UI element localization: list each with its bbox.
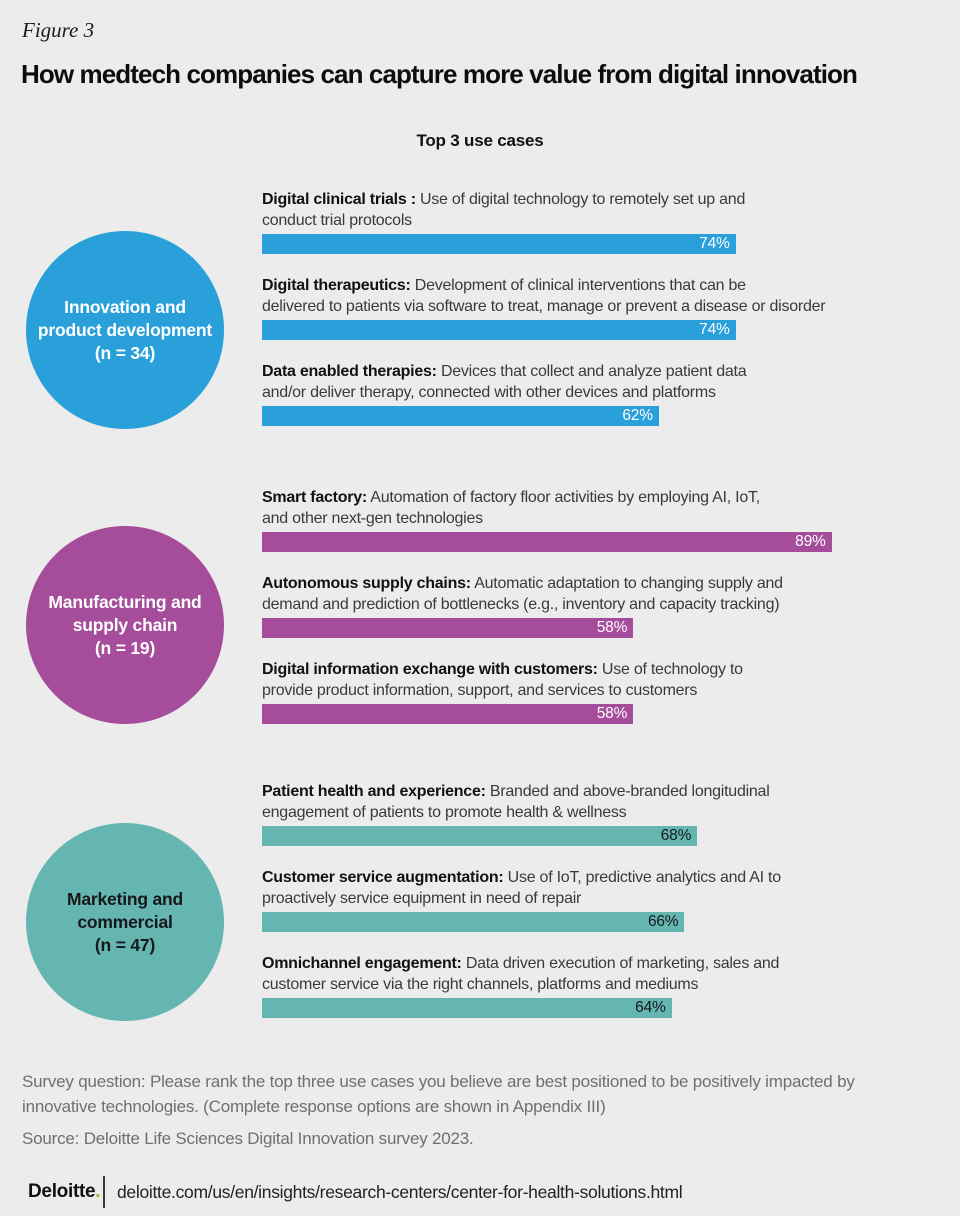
bar-item — [262, 362, 952, 426]
use-case-name: Digital information exchange with customers: — [262, 661, 598, 678]
bar — [262, 234, 736, 254]
circle-n-count: (n = 47) — [94, 934, 156, 955]
bar-track — [262, 234, 902, 254]
page-title: How medtech companies can capture more value from digital innovation — [21, 59, 857, 89]
bar-value-label: 58% — [596, 619, 628, 636]
bar-track — [262, 912, 902, 932]
use-case-description: conduct trial protocols — [262, 211, 412, 229]
use-case-text — [262, 362, 952, 403]
bar-value-label: 74% — [699, 321, 730, 338]
bar-list — [262, 190, 952, 448]
bar-value-label: 58% — [596, 705, 628, 722]
use-case-description: proactively service equipment in need of repair — [262, 889, 582, 907]
use-case-text — [262, 782, 952, 823]
circle-label: Marketing and commercial — [66, 888, 184, 932]
use-case-description: Use of technology to — [601, 661, 743, 678]
use-case-description: customer service via the right channels, platforms and mediums — [262, 975, 699, 993]
use-case-text — [262, 276, 952, 317]
bar — [262, 618, 633, 638]
bar-value-label: 89% — [795, 533, 826, 550]
bar-value-label: 62% — [622, 407, 653, 424]
use-case-description: Use of digital technology to remotely set up and — [420, 191, 746, 208]
use-case-description: delivered to patients via software to treat, manage or prevent a disease or disorder — [262, 297, 826, 315]
use-case-name: Autonomous supply chains: — [262, 575, 471, 592]
logo-green-dot: . — [95, 1181, 101, 1202]
use-case-name: Customer service augmentation: — [262, 869, 504, 886]
bar-track — [262, 998, 902, 1018]
bar-item — [262, 954, 952, 1018]
chart-subtitle: Top 3 use cases — [416, 131, 544, 150]
bar — [262, 912, 684, 932]
bar-item — [262, 488, 952, 552]
circle-innovation — [26, 231, 224, 429]
footer-url: deloitte.com/us/en/insights/research-centers/center-for-health-solutions.html — [117, 1182, 683, 1202]
bar-track — [262, 532, 902, 552]
use-case-text — [262, 954, 952, 995]
use-case-name: Omnichannel engagement: — [262, 955, 462, 972]
bar-track — [262, 826, 902, 846]
use-case-text — [262, 574, 952, 615]
bar — [262, 826, 697, 846]
bar — [262, 406, 659, 426]
circle-label: Manufacturing and supply chain — [48, 591, 202, 635]
use-case-name: Patient health and experience: — [262, 783, 486, 800]
bar — [262, 704, 633, 724]
use-case-description: and other next-gen technologies — [262, 509, 483, 527]
survey-question-note: Survey question: Please rank the top three use cases you believe are best positioned to be positively impacted by innovative technologies. (Complete response options are shown in Appendix III) — [22, 1072, 855, 1116]
use-case-description: Use of IoT, predictive analytics and AI to — [507, 869, 781, 886]
use-case-description: demand and prediction of bottlenecks (e.g., inventory and capacity tracking) — [262, 595, 780, 613]
bar-item — [262, 276, 952, 340]
circle-marketing — [26, 823, 224, 1021]
use-case-text — [262, 488, 952, 529]
footer-divider — [103, 1176, 105, 1208]
bar — [262, 320, 736, 340]
bar-track — [262, 406, 902, 426]
use-case-description: and/or deliver therapy, connected with other devices and platforms — [262, 383, 716, 401]
use-case-description: Devices that collect and analyze patient data — [440, 363, 747, 380]
bar-track — [262, 704, 902, 724]
bar-list — [262, 488, 952, 746]
use-case-name: Data enabled therapies: — [262, 363, 437, 380]
use-case-text — [262, 868, 952, 909]
bar-value-label: 74% — [699, 235, 730, 252]
use-case-description: engagement of patients to promote health & wellness — [262, 803, 627, 821]
use-case-name: Digital therapeutics: — [262, 277, 411, 294]
source-note: Source: Deloitte Life Sciences Digital Innovation survey 2023. — [22, 1129, 474, 1148]
circle-label: Innovation and product development — [37, 296, 213, 340]
use-case-description: provide product information, support, and services to customers — [262, 681, 698, 699]
bar-item — [262, 782, 952, 846]
use-case-description: Branded and above-branded longitudinal — [489, 783, 770, 800]
use-case-description: Automatic adaptation to changing supply and — [474, 575, 783, 592]
use-case-text — [262, 190, 952, 231]
use-case-text — [262, 660, 952, 701]
use-case-name: Smart factory: — [262, 489, 367, 506]
circle-manufacturing — [26, 526, 224, 724]
use-case-description: Data driven execution of marketing, sales and — [465, 955, 780, 972]
use-case-name: Digital clinical trials : — [262, 191, 416, 208]
use-case-description: Development of clinical interventions that can be — [414, 277, 746, 294]
bar-item — [262, 574, 952, 638]
bar-value-label: 66% — [647, 913, 679, 930]
bar-track — [262, 320, 902, 340]
figure-label: Figure 3 — [22, 18, 95, 42]
bar-item — [262, 190, 952, 254]
use-case-description: Automation of factory floor activities by employing AI, IoT, — [370, 489, 760, 506]
deloitte-logo — [28, 1181, 100, 1203]
logo-text: Deloitte — [28, 1181, 96, 1202]
bar-value-label: 64% — [635, 999, 666, 1016]
bar — [262, 998, 672, 1018]
bar-track — [262, 618, 902, 638]
bar-value-label: 68% — [660, 827, 692, 844]
circle-n-count: (n = 19) — [94, 637, 156, 658]
circle-n-count: (n = 34) — [94, 342, 156, 363]
bar-item — [262, 868, 952, 932]
bar-list — [262, 782, 952, 1040]
bar — [262, 532, 832, 552]
bar-item — [262, 660, 952, 724]
